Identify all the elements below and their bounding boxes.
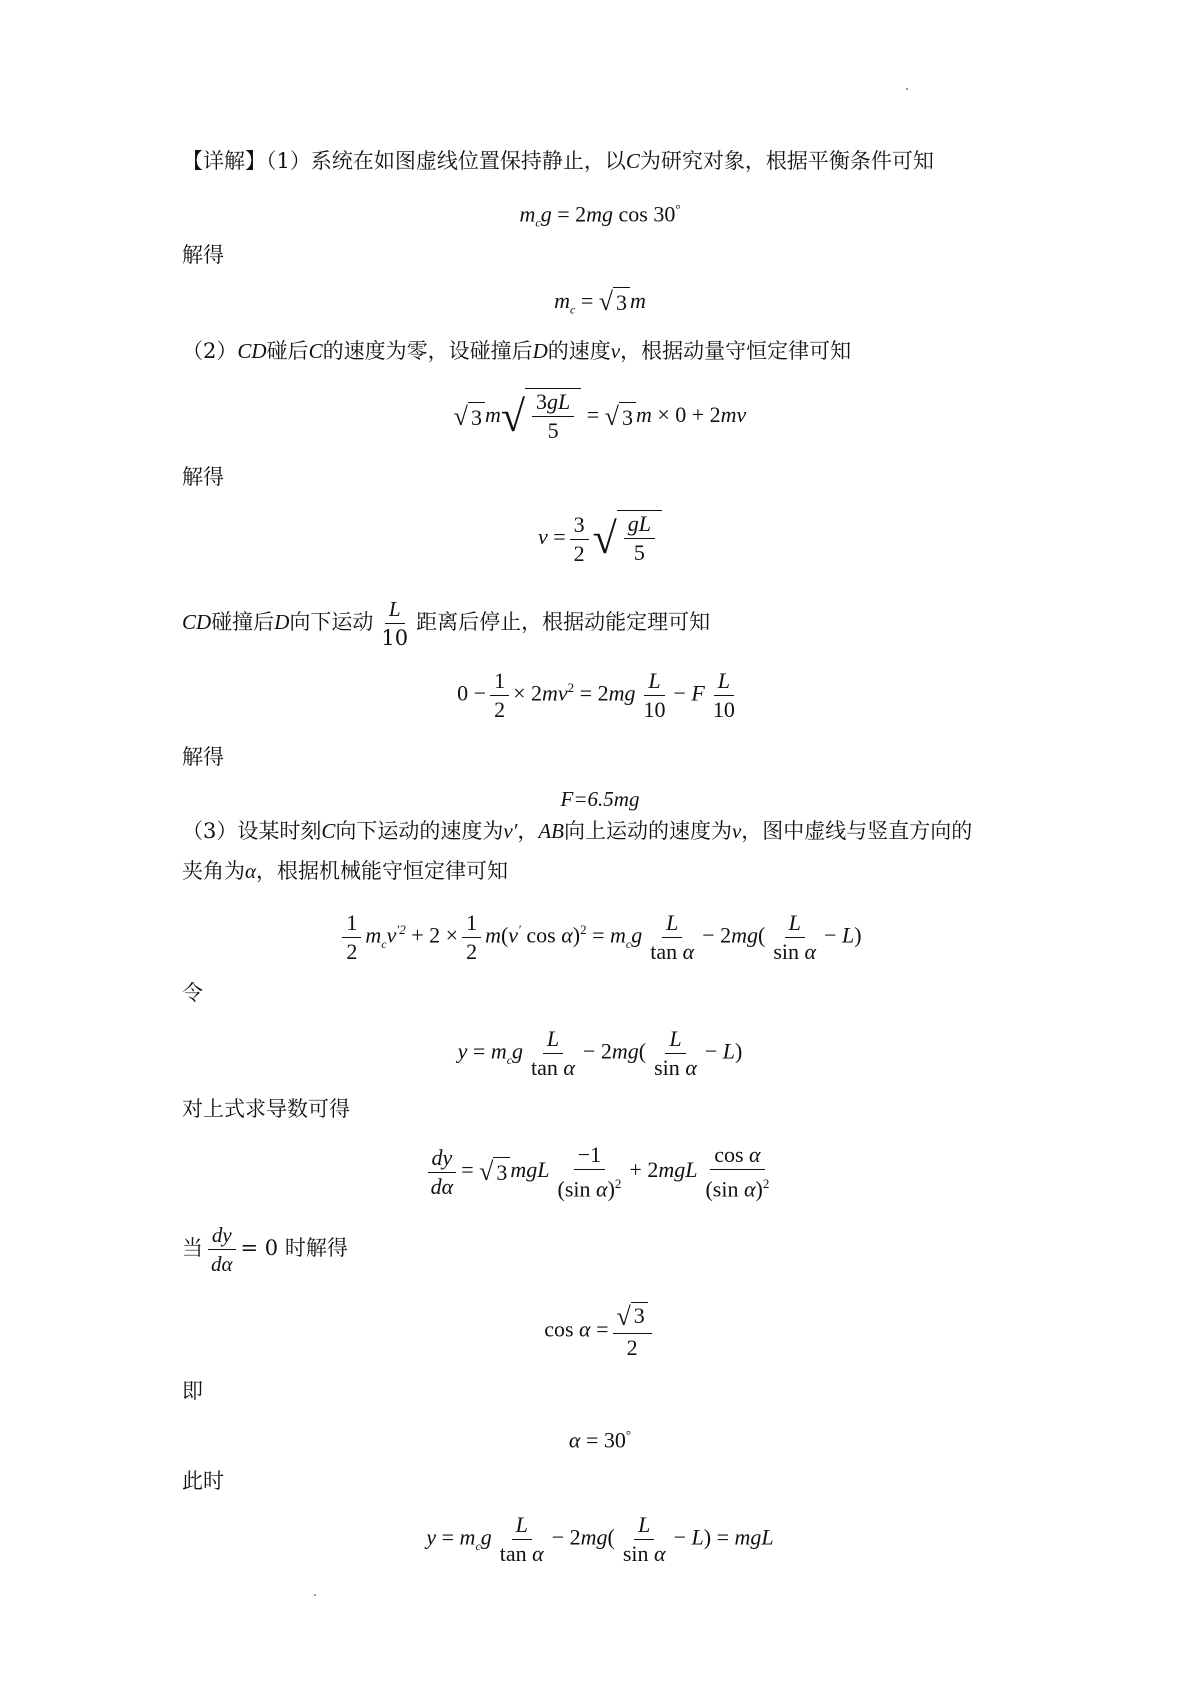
jiede-3: 解得 <box>182 745 224 769</box>
derivative-line: 对上式求导数可得 <box>182 1097 350 1121</box>
equation-y-final: $y = m_cg$ $\frac{L}{\text{tan α}}$ − 2mg( $\frac{L}{\text{sin α}}$ − L) = mgL <box>426 1512 774 1566</box>
detail-bracket-label: 【详解】 <box>182 149 266 173</box>
ling-line: 令 <box>182 981 203 1005</box>
cd-collision-line: CD碰撞后D向下运动 $\frac{L}{10}$ 距离后停止，根据动能定理可知 <box>182 597 711 650</box>
part2-line: （2）CD碰后C的速度为零，设碰撞后D的速度v，根据动量守恒定律可知 <box>182 339 852 363</box>
part3-line-1: （3）设某时刻C向下运动的速度为v′，AB向上运动的速度为v，图中虚线与竖直方向的 <box>182 819 973 843</box>
ji-line: 即 <box>182 1379 203 1403</box>
intro-line: 【详解】（1）系统在如图虚线位置保持静止，以C为研究对象，根据平衡条件可知 <box>182 149 934 173</box>
scan-speck-bottom <box>314 1594 316 1596</box>
cishi-line: 此时 <box>182 1469 224 1493</box>
equation-energy-conservation: $\frac{1}{2}$ $m_cv^{'2} + 2$ × $\frac{1}{2}$ m(v′ $\cos \alpha)^2 = m_cg$ $\frac{L}{\text{tan α}}$ − 2mg( $\frac{L}{\text{sin α}}$ − L) <box>0 910 1200 965</box>
equation-v-result: v = $\frac{3}{2}$ √ $\frac{gL}{5}$ <box>0 510 1200 568</box>
equation-cos-alpha: cos α = √ 3 2 <box>0 1302 1200 1361</box>
when-line: 当 $\frac{dy}{d\alpha}$ = 0 时解得 <box>182 1223 348 1276</box>
jiede-1: 解得 <box>182 243 224 267</box>
equation-mc-balance: $m_cg = 2mg$ cos 30° <box>519 201 681 230</box>
equation-kinetic-energy: 0 − $\frac{1}{2}$ × $2mv^2 = 2mg$ $\frac{L}{10}$ − F $\frac{L}{10}$ <box>457 668 735 722</box>
equation-F-result: F=6.5mg <box>560 787 640 811</box>
part3-line-2: 夹角为α，根据机械能守恒定律可知 <box>182 859 509 883</box>
equation-momentum: √ 3 m √ $\frac{3gL}{5}$ = √ 3 m × 0 + 2mv <box>0 388 1200 446</box>
scan-speck <box>906 88 908 90</box>
jiede-2: 解得 <box>182 465 224 489</box>
equation-alpha-result: α = 30° <box>568 1427 632 1453</box>
equation-mc-result: $m_c$ = √ 3 m <box>554 287 646 317</box>
equation-y-definition: $y = m_cg$ $\frac{L}{\text{tan α}}$ − 2mg( $\frac{L}{\text{sin α}}$ − L) <box>457 1026 743 1080</box>
equation-derivative: $\frac{dy}{d\alpha}$ = √ 3 mgL $\frac{-1}{(\sin \alpha)^2}$ + 2mgL $\frac{\text{cos α}}{(\sin \alpha)^2}$ <box>0 1142 1200 1202</box>
